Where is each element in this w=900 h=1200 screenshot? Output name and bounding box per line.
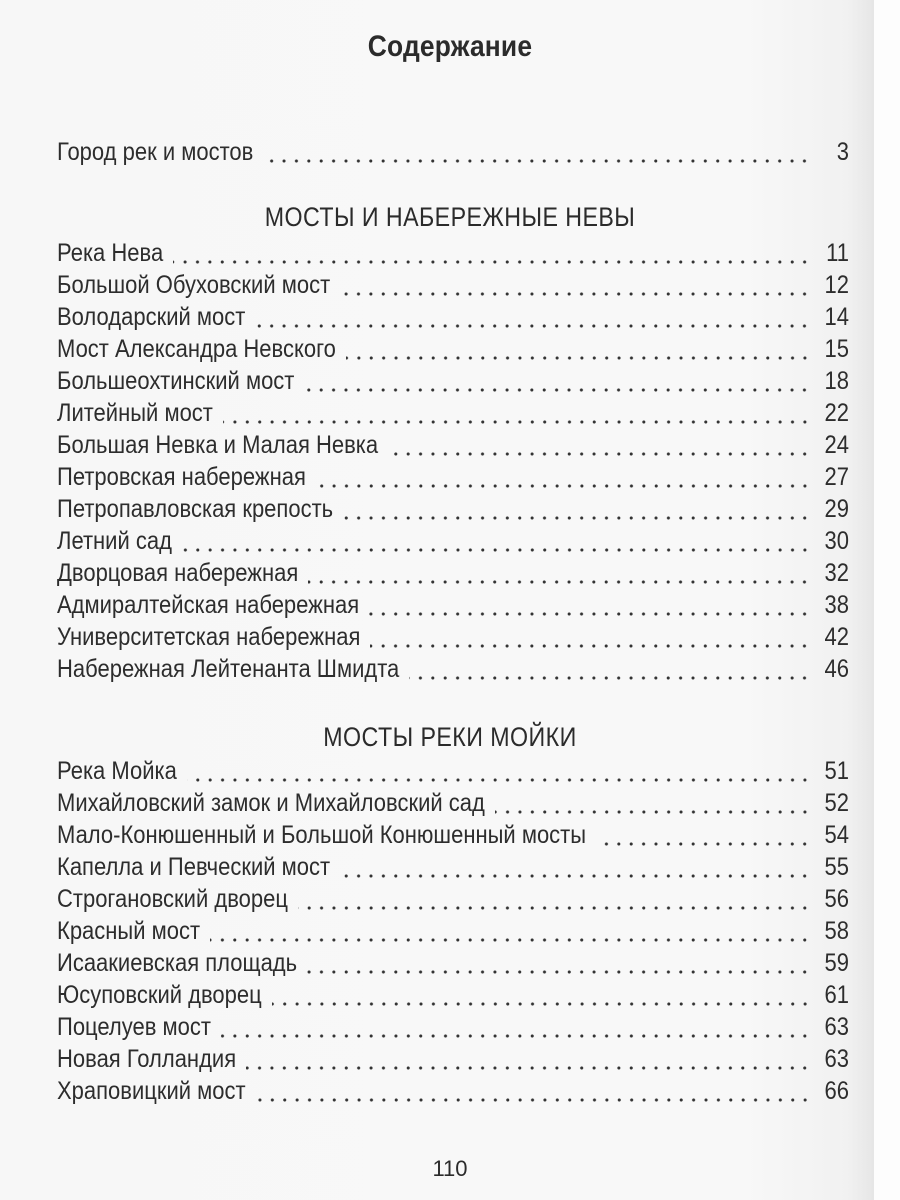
dot-leader: [596, 841, 811, 847]
dot-leader: [308, 579, 811, 585]
toc-entry-page: 29: [824, 495, 849, 523]
toc-entry-label: Река Нева: [57, 239, 164, 267]
toc-entry-page: 56: [824, 885, 849, 913]
toc-entry[interactable]: [57, 335, 849, 367]
toc-entry-page: 61: [824, 981, 849, 1009]
dot-leader: [182, 547, 811, 553]
toc-entry-page: 63: [824, 1045, 849, 1073]
dot-leader: [316, 483, 811, 489]
toc-entry[interactable]: [57, 239, 849, 271]
toc-entry[interactable]: [57, 431, 849, 463]
toc-entry[interactable]: [57, 559, 849, 591]
toc-entry-label: Летний сад: [57, 527, 172, 555]
toc-entry-label: Строгановский дворец: [57, 885, 288, 913]
toc-entry-page: 59: [824, 949, 849, 977]
toc-entry-label: Литейный мост: [57, 399, 213, 427]
toc-entry-label: Большеохтинский мост: [57, 367, 295, 395]
toc-entry-page: 24: [824, 431, 849, 459]
toc-entry-page: 27: [824, 463, 849, 491]
dot-leader: [221, 1033, 811, 1039]
dot-leader: [340, 873, 811, 879]
toc-entry-page: 11: [826, 239, 849, 267]
toc-entry-page: 3: [836, 138, 849, 166]
toc-entry[interactable]: [57, 303, 849, 335]
toc-entry-page: 52: [824, 789, 849, 817]
page-edge: [874, 0, 900, 1200]
toc-entry[interactable]: [57, 757, 849, 789]
toc-entry-label: Храповицкий мост: [57, 1077, 246, 1105]
toc-entry[interactable]: [57, 1045, 849, 1077]
dot-leader: [340, 291, 811, 297]
dot-leader: [343, 515, 811, 521]
dot-leader: [246, 1065, 811, 1071]
toc-entry[interactable]: [57, 853, 849, 885]
toc-entry-page: 14: [824, 303, 849, 331]
toc-entry-page: 12: [824, 271, 849, 299]
toc-entry-label: Река Мойка: [57, 757, 177, 785]
dot-leader: [187, 777, 811, 783]
section-title-neva: МОСТЫ И НАБЕРЕЖНЫЕ НЕВЫ: [264, 202, 636, 232]
toc-entry[interactable]: [57, 271, 849, 303]
toc-entry-page: 38: [824, 591, 849, 619]
toc-entry-label: Новая Голландия: [57, 1045, 237, 1073]
dot-leader: [409, 675, 811, 681]
toc-entry-page: 30: [824, 527, 849, 555]
toc-entry-label: Большая Невка и Малая Невка: [57, 431, 379, 459]
toc-entry-page: 54: [824, 821, 849, 849]
toc-entry-label: Большой Обуховский мост: [57, 271, 331, 299]
toc-entry-page: 63: [824, 1013, 849, 1041]
toc-entry-label: Поцелуев мост: [57, 1013, 211, 1041]
dot-leader: [495, 809, 811, 815]
toc-entry[interactable]: [57, 463, 849, 495]
toc-entry[interactable]: [57, 981, 849, 1013]
toc-entry[interactable]: [57, 885, 849, 917]
dot-leader: [263, 158, 811, 164]
dot-leader: [304, 387, 811, 393]
toc-entry[interactable]: [57, 949, 849, 981]
dot-leader: [173, 259, 811, 265]
toc-entry[interactable]: [57, 527, 849, 559]
toc-entry[interactable]: [57, 655, 849, 687]
dot-leader: [223, 419, 811, 425]
toc-entry[interactable]: [57, 591, 849, 623]
toc-title: Содержание: [367, 30, 533, 63]
toc-entry[interactable]: [57, 1013, 849, 1045]
toc-entry-page: 51: [824, 757, 849, 785]
dot-leader: [256, 1097, 811, 1103]
toc-entry[interactable]: [57, 623, 849, 655]
toc-entry[interactable]: [57, 1077, 849, 1109]
toc-entry-label: Город рек и мостов: [57, 138, 254, 166]
dot-leader: [307, 969, 811, 975]
dot-leader: [255, 323, 811, 329]
dot-leader: [370, 643, 811, 649]
dot-leader: [298, 905, 811, 911]
toc-entry-page: 22: [824, 399, 849, 427]
toc-entry-label: Адмиралтейская набережная: [57, 591, 360, 619]
dot-leader: [210, 937, 811, 943]
toc-entry[interactable]: [57, 821, 849, 853]
toc-entry-page: 32: [824, 559, 849, 587]
dot-leader: [272, 1001, 811, 1007]
toc-entry-label: Юсуповский дворец: [57, 981, 262, 1009]
toc-entry-label: Красный мост: [57, 917, 201, 945]
toc-entry-label: Дворцовая набережная: [57, 559, 299, 587]
toc-entry-page: 55: [824, 853, 849, 881]
dot-leader: [346, 355, 811, 361]
toc-entry[interactable]: [57, 138, 849, 170]
toc-entry-label: Михайловский замок и Михайловский сад: [57, 789, 485, 817]
toc-entry-page: 58: [824, 917, 849, 945]
toc-entry-page: 66: [824, 1077, 849, 1105]
toc-entry[interactable]: [57, 367, 849, 399]
toc-entry-label: Володарский мост: [57, 303, 246, 331]
toc-entry-label: Мост Александра Невского: [57, 335, 336, 363]
toc-entry-label: Набережная Лейтенанта Шмидта: [57, 655, 400, 683]
toc-entry-label: Капелла и Певческий мост: [57, 853, 331, 881]
toc-entry-label: Университетская набережная: [57, 623, 361, 651]
toc-entry-page: 15: [824, 335, 849, 363]
toc-entry[interactable]: [57, 399, 849, 431]
toc-entry-label: Мало-Конюшенный и Большой Конюшенный мосты: [57, 821, 587, 849]
toc-entry[interactable]: [57, 917, 849, 949]
dot-leader: [388, 451, 811, 457]
page-number: 110: [432, 1156, 468, 1181]
toc-entry[interactable]: [57, 789, 849, 821]
toc-entry-label: Петропавловская крепость: [57, 495, 334, 523]
toc-entry[interactable]: [57, 495, 849, 527]
toc-entry-label: Исаакиевская площадь: [57, 949, 298, 977]
toc-entry-label: Петровская набережная: [57, 463, 306, 491]
dot-leader: [369, 611, 811, 617]
section-title-moika: МОСТЫ РЕКИ МОЙКИ: [323, 722, 577, 752]
toc-entry-page: 42: [824, 623, 849, 651]
toc-entry-page: 46: [824, 655, 849, 683]
toc-entry-page: 18: [824, 367, 849, 395]
